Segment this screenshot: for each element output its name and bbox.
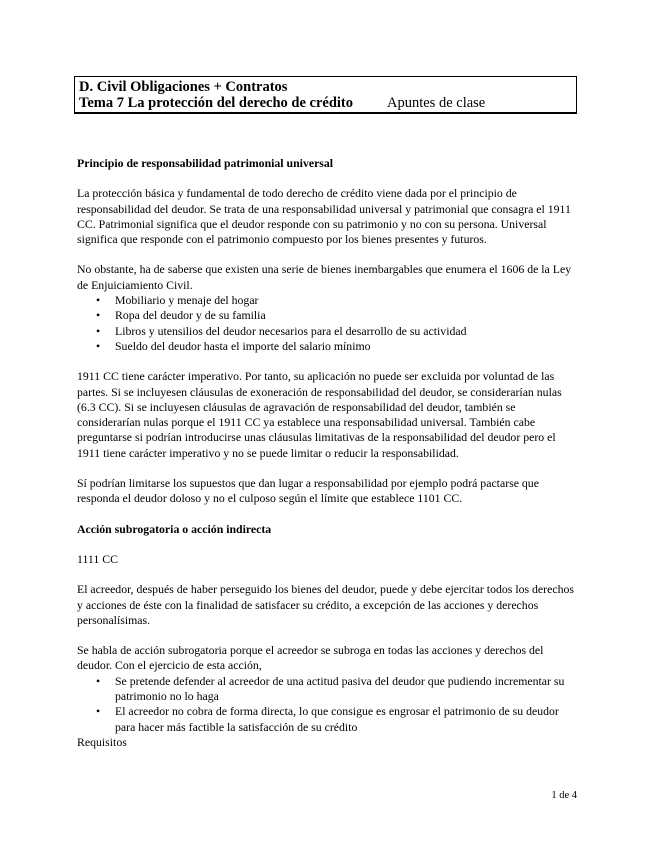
document-header <box>74 76 577 113</box>
list-item: • Ropa del deudor y de su familia <box>115 308 577 323</box>
paragraph: Requisitos <box>77 734 127 749</box>
paragraph: El acreedor, después de haber perseguido los bienes del deudor, puede y debe ejercitar todos los derechos y acciones de éste con la finalidad de satisfacer su crédito, a excepción de las acciones y derechos personalísimas. <box>77 582 574 627</box>
paragraph: Se habla de acción subrogatoria porque el acreedor se subroga en todas las acciones y derechos del deudor. Con el ejercicio de esta acción, <box>77 643 544 673</box>
paragraph: La protección básica y fundamental de todo derecho de crédito viene dada por el principio de responsabilidad del deudor. Se trata de una responsabilidad universal y patrimonial que consagra el 1911 CC. Patrimonial significa que el deudor responde con su patrimonio y no con su persona. Universal significa que responde con el patrimonio compuesto por los bienes presentes y futuros. <box>77 186 571 247</box>
section-heading: Acción subrogatoria o acción indirecta <box>77 521 272 536</box>
paragraph: 1111 CC <box>77 551 118 566</box>
list-item: • Sueldo del deudor hasta el importe del salario mínimo <box>115 339 577 354</box>
list-item: • Mobiliario y menaje del hogar <box>115 293 577 308</box>
list-item: • El acreedor no cobra de forma directa, lo que consigue es engrosar el patrimonio de su deudor para hacer más factible la satisfacción de su crédito <box>115 704 577 735</box>
topic-title: Tema 7 La protección del derecho de crédito <box>79 95 353 111</box>
list-item: • Libros y utensilios del deudor necesarios para el desarrollo de su actividad <box>115 324 577 339</box>
page-number: 1 de 4 <box>551 790 577 801</box>
notes-label: Apuntes de clase <box>387 95 486 111</box>
bullet-list <box>77 293 577 354</box>
course-title: D. Civil Obligaciones + Contratos <box>79 79 288 95</box>
header-underline <box>74 112 577 114</box>
document-body <box>77 156 577 750</box>
topic-line <box>79 95 572 112</box>
paragraph: Sí podrían limitarse los supuestos que dan lugar a responsabilidad por ejemplo podrá pactarse que responda el deudor doloso y no el culposo según el límite que establece 1101 CC. <box>77 476 539 506</box>
paragraph: 1911 CC tiene carácter imperativo. Por tanto, su aplicación no puede ser excluida por voluntad de las partes. Si se incluyesen cláusulas de exoneración de responsabilidad del deudor, se considerarían nulas (6.3 CC). Si se incluyesen cláusulas de agravación de responsabilidad del deudor, también se considerarían nulas porque el 1911 CC ya establece una responsabilidad universal. También cabe preguntarse si podrían introducirse unas cláusulas limitativas de la responsabilidad del deudor pero el 1911 tiene carácter imperativo y no se puede limitar o reducir la responsabilidad. <box>77 369 562 460</box>
paragraph: No obstante, ha de saberse que existen una serie de bienes inembargables que enumera el 1606 de la Ley de Enjuiciamiento Civil. <box>77 262 572 292</box>
bullet-list <box>77 674 577 735</box>
section-heading: Principio de responsabilidad patrimonial universal <box>77 156 334 170</box>
list-item: • Se pretende defender al acreedor de una actitud pasiva del deudor que pudiendo incrementar su patrimonio no lo haga <box>115 674 577 705</box>
